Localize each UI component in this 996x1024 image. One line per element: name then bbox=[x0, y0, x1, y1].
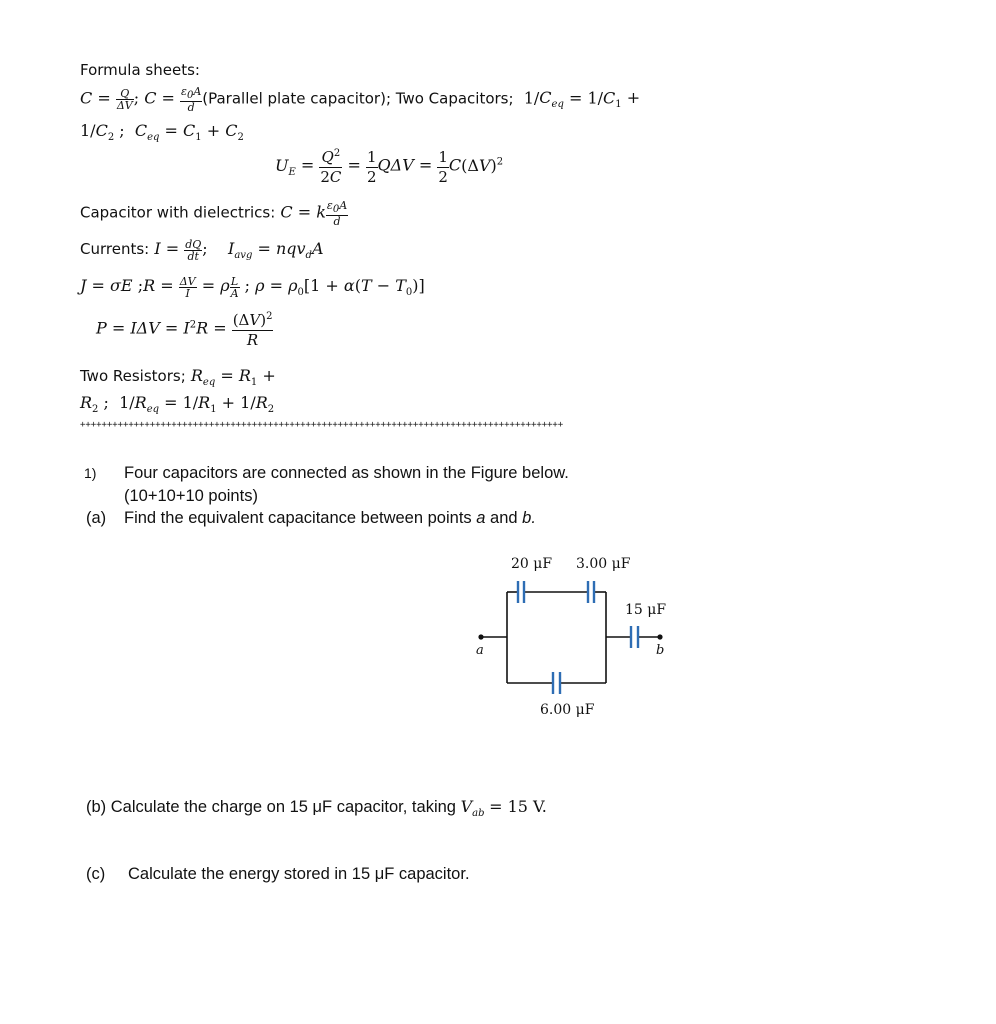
part-b-text: (b) Calculate the charge on 15 μF capacitor, taking bbox=[86, 798, 456, 816]
currents-label: Currents: bbox=[80, 240, 150, 259]
label-15uF: 15 μF bbox=[625, 602, 667, 618]
formula-resistors-line-2: $R_2$ ; $1/R_{eq} = 1/R_1 + 1/R_2$ bbox=[80, 393, 275, 416]
part-b-value: = 15 V. bbox=[489, 797, 547, 816]
part-a-point-a: a bbox=[476, 509, 486, 527]
label-point-b: b bbox=[656, 643, 665, 658]
formula-energy-line: $U_E$ = $\frac{Q^2}{2C}$ = $\frac{1}{2}$ QΔV = $\frac{1}{2}$ $C(\Delta V)^2$ bbox=[275, 147, 504, 186]
part-b bbox=[86, 797, 547, 819]
formula-power-line: $P = I\Delta V = I^2R$ = $\frac{(\Delta V)^2}{R}$ bbox=[96, 311, 273, 349]
formula-resistors-line: Two Resistors; $R_{eq} = R_1$ + bbox=[80, 366, 276, 389]
part-a-prefix: Find the equivalent capacitance between points bbox=[124, 509, 472, 527]
dielectric-label: Capacitor with dielectrics: bbox=[80, 203, 276, 222]
question-intro: Four capacitors are connected as shown in the Figure below. bbox=[124, 464, 569, 482]
formula-dielectric-line: Capacitor with dielectrics: C = k $\frac{\varepsilon_0A}{d}$ bbox=[80, 199, 348, 229]
part-a-marker: (a) bbox=[86, 509, 107, 527]
question-number: 1) bbox=[84, 465, 97, 481]
formula-capacitance-line: C = $\frac{Q}{\Delta V}$ ; C = $\frac{\varepsilon_0A}{d}$ (Parallel plate capacitor); Two Capacitors; $1/C_{eq} = 1/C_1$ + bbox=[80, 85, 641, 115]
part-c-text: Calculate the energy stored in 15 μF capacitor. bbox=[128, 865, 470, 883]
part-c-marker: (c) bbox=[86, 865, 106, 883]
formula-heading: Formula sheets: bbox=[80, 61, 200, 79]
label-6uF: 6.00 μF bbox=[540, 702, 595, 718]
terminal-a bbox=[478, 634, 483, 639]
formula-currents-line: Currents: I = $\frac{dQ}{dt}$ ; $I_{avg} = nqv_dA$ bbox=[80, 238, 324, 263]
label-point-a: a bbox=[476, 643, 484, 658]
label-3uF: 3.00 μF bbox=[576, 556, 631, 572]
part-a-and: and bbox=[490, 509, 518, 527]
part-a-point-b: b. bbox=[522, 509, 536, 527]
resistors-label: Two Resistors; bbox=[80, 367, 186, 385]
terminal-b bbox=[657, 634, 662, 639]
parallel-plate-label: (Parallel plate capacitor); Two Capacitors; bbox=[202, 89, 514, 108]
formula-resistance-line: J = σE ;R = $\frac{\Delta V}{I}$ = ρ $\frac{L}{A}$ ; $\rho = \rho_0[1 + \alpha(T - T_0)]$ bbox=[80, 275, 425, 300]
part-b-var: $V_{ab}$ bbox=[460, 797, 485, 820]
label-20uF: 20 μF bbox=[511, 556, 553, 572]
formula-series-parallel-line: $1/C_2$ ; $C_{eq} = C_1 + C_2$ bbox=[80, 121, 244, 144]
separator-line: ++++++++++++++++++++++++++++++++++++++++++++++++++++++++++++++++++++++++++++++++++++++++++ bbox=[80, 420, 564, 430]
question-points: (10+10+10 points) bbox=[124, 487, 258, 505]
